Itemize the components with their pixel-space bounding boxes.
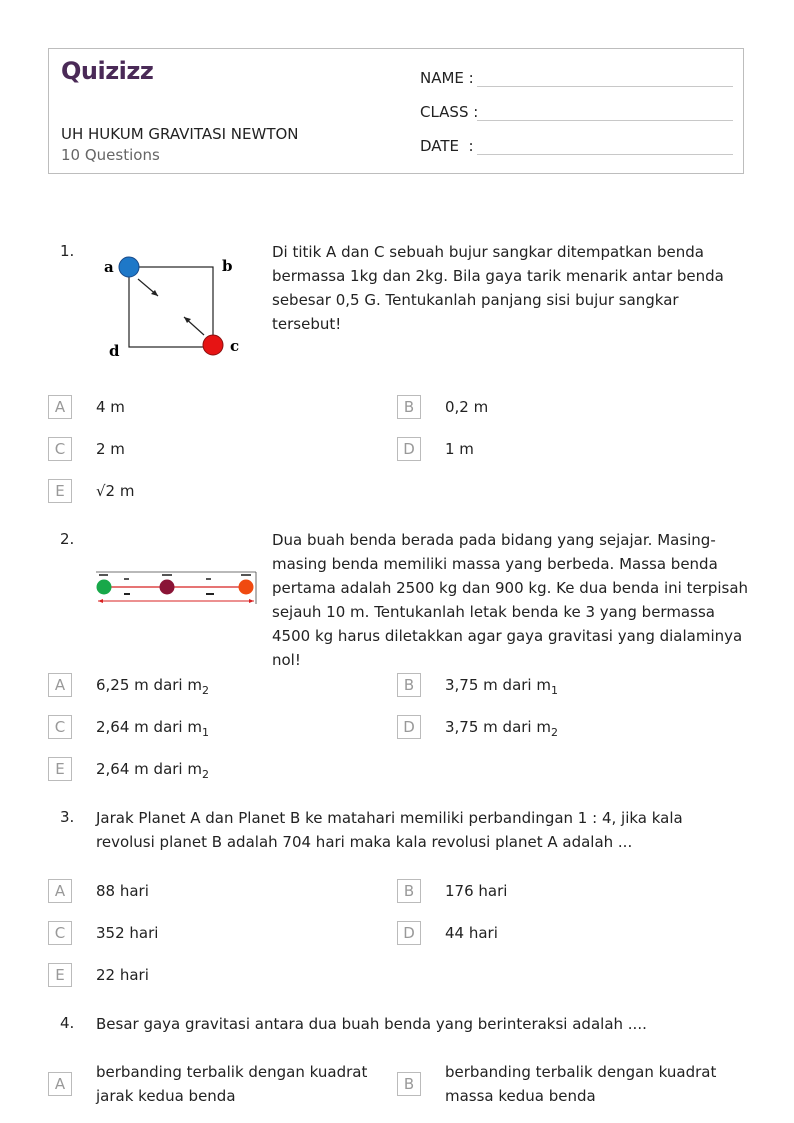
- option-text[interactable]: 22 hari: [96, 966, 149, 984]
- class-field: [420, 103, 478, 121]
- question-number: 2.: [60, 530, 75, 548]
- option-text[interactable]: 352 hari: [96, 924, 159, 942]
- option-text[interactable]: 44 hari: [445, 924, 498, 942]
- square-outline: [129, 267, 213, 347]
- label-a: a: [104, 258, 114, 276]
- date-label: DATE :: [420, 137, 474, 155]
- option-text[interactable]: 4 m: [96, 398, 125, 416]
- question-text: Besar gaya gravitasi antara dua buah benda yang berinteraksi adalah ....: [96, 1015, 647, 1033]
- option-letter[interactable]: A: [48, 395, 72, 419]
- option-letter[interactable]: C: [48, 715, 72, 739]
- name-label: NAME :: [420, 69, 474, 87]
- option-text[interactable]: 6,25 m dari $m_2$: [96, 676, 209, 697]
- date-field: [420, 137, 474, 155]
- option-letter[interactable]: B: [397, 673, 421, 697]
- mark-m2: [162, 574, 172, 576]
- option-letter[interactable]: B: [397, 879, 421, 903]
- square-figure: [100, 250, 250, 365]
- question-text: Jarak Planet A dan Planet B ke matahari memiliki perbandingan 1 : 4, jika kala revolusi planet B adalah 704 hari maka kala revolusi planet A adalah ...: [96, 809, 683, 851]
- ball-m1: [97, 580, 112, 595]
- label-c: c: [230, 337, 240, 355]
- question-text: Dua buah benda berada pada bidang yang sejajar. Masing-masing benda memiliki massa yang berbeda. Massa benda pertama adalah 2500 kg dan 900 kg. Ke dua benda ini terpisah sejauh 10 m. Tentukanlah letak benda ke 3 yang bermassa 4500 kg harus diletakkan agar gaya gravitasi yang dialaminya nol!: [272, 531, 749, 669]
- ball-a: [119, 257, 139, 277]
- option-text[interactable]: 0,2 m: [445, 398, 489, 416]
- option-text[interactable]: 2 m: [96, 440, 125, 458]
- ball-c: [203, 335, 223, 355]
- option-letter[interactable]: E: [48, 963, 72, 987]
- label-d: d: [109, 342, 120, 360]
- three-masses-figure: [96, 570, 258, 606]
- option-text[interactable]: 88 hari: [96, 882, 149, 900]
- label-b: b: [222, 257, 233, 275]
- option-letter[interactable]: B: [397, 1072, 421, 1096]
- option-letter[interactable]: A: [48, 879, 72, 903]
- option-letter[interactable]: A: [48, 673, 72, 697]
- option-text[interactable]: 3,75 m dari $m_1$: [445, 676, 558, 697]
- option-letter[interactable]: D: [397, 437, 421, 461]
- option-text[interactable]: 2,64 m dari $m_2$: [96, 760, 209, 781]
- option-text[interactable]: 3,75 m dari $m_2$: [445, 718, 558, 739]
- question-number: 3.: [60, 808, 75, 826]
- option-text[interactable]: 176 hari: [445, 882, 508, 900]
- mark-r2: [206, 578, 211, 580]
- option-letter[interactable]: D: [397, 715, 421, 739]
- ball-m3: [239, 580, 254, 595]
- option-letter[interactable]: A: [48, 1072, 72, 1096]
- distance-arrow-right: [249, 599, 254, 603]
- option-text[interactable]: berbanding terbalik dengan kuadrat massa kedua benda: [445, 1063, 717, 1105]
- option-letter[interactable]: E: [48, 479, 72, 503]
- small-arrow-2: [206, 593, 214, 595]
- question-number: 4.: [60, 1014, 75, 1032]
- class-label: CLASS :: [420, 103, 479, 121]
- option-letter[interactable]: E: [48, 757, 72, 781]
- question-count: 10 Questions: [61, 146, 160, 164]
- question-text: Di titik A dan C sebuah bujur sangkar ditempatkan benda bermassa 1kg dan 2kg. Bila gaya tarik menarik antar benda sebesar 0,5 G. Tentukanlah panjang sisi bujur sangkar tersebut!: [272, 243, 724, 333]
- name-line[interactable]: [477, 86, 733, 87]
- quizizz-logo: Quizizz: [61, 57, 154, 85]
- option-text[interactable]: berbanding terbalik dengan kuadrat jarak kedua benda: [96, 1063, 368, 1105]
- distance-arrow-left: [98, 599, 103, 603]
- option-letter[interactable]: C: [48, 437, 72, 461]
- question-number: 1.: [60, 242, 75, 260]
- option-letter[interactable]: D: [397, 921, 421, 945]
- ball-m2: [160, 580, 175, 595]
- name-field: [420, 69, 474, 87]
- mark-r1: [124, 578, 129, 580]
- date-line[interactable]: [477, 154, 733, 155]
- worksheet-title: UH HUKUM GRAVITASI NEWTON: [61, 125, 299, 143]
- class-line[interactable]: [477, 120, 733, 121]
- mark-m1: [99, 574, 108, 576]
- option-text[interactable]: √2 m: [96, 482, 135, 500]
- option-letter[interactable]: B: [397, 395, 421, 419]
- worksheet-header: [48, 48, 744, 174]
- option-text[interactable]: 1 m: [445, 440, 474, 458]
- option-text[interactable]: 2,64 m dari $m_1$: [96, 718, 209, 739]
- small-arrow-1: [124, 593, 130, 595]
- option-letter[interactable]: C: [48, 921, 72, 945]
- mark-m3: [241, 574, 251, 576]
